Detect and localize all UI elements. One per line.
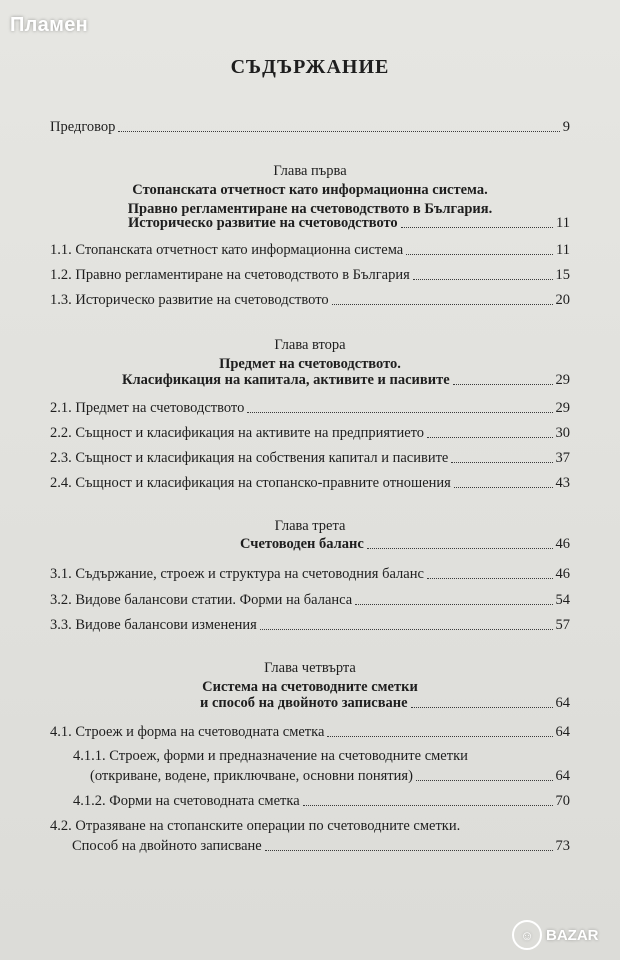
toc-entry-label: 4.1.1. Строеж, форми и предназначение на счетоводните сметки (73, 748, 468, 764)
leader-dots (355, 604, 552, 605)
toc-entry (50, 566, 570, 588)
toc-entry (90, 768, 570, 790)
toc-entry (50, 592, 570, 614)
watermark-logo (512, 918, 612, 952)
leader-dots (327, 736, 552, 737)
toc-entry-label: 3.2. Видове балансови статии. Форми на баланса (50, 592, 353, 608)
leader-dots (265, 850, 553, 851)
leader-dots (260, 629, 553, 630)
chapter-heading: Глава четвърта (264, 660, 356, 676)
toc-entry (50, 475, 570, 497)
toc-entry-label: 3.3. Видове балансови изменения (50, 617, 257, 633)
chapter-title-final-line (122, 372, 570, 389)
toc-entry (50, 425, 570, 447)
leader-dots (427, 437, 552, 438)
toc-page-number: 46 (555, 566, 570, 582)
toc-entry-label: 2.4. Същност и класификация на стопанско-правните отношения (50, 475, 451, 491)
leader-dots (416, 780, 553, 781)
leader-dots (427, 578, 553, 579)
toc-entry-label: 2.2. Същност и класификация на активите на предприятието (50, 425, 425, 441)
toc-entry (50, 400, 570, 422)
leader-dots (401, 227, 553, 228)
toc-entry-label: 1.1. Стопанската отчетност като информационна система (50, 242, 404, 258)
chapter-title-line: Правно регламентиране на счетоводството в България. (127, 201, 493, 217)
leader-dots (118, 131, 559, 132)
chapter-heading: Глава трета (274, 518, 346, 534)
chapter-title-final-line (128, 215, 570, 232)
toc-entry-label: Предговор (50, 119, 116, 135)
leader-dots (454, 487, 553, 488)
leader-dots (406, 254, 553, 255)
toc-entry (50, 450, 570, 472)
toc-entry (50, 724, 570, 746)
chapter-title-line: Счетоводен баланс (240, 536, 364, 552)
leader-dots (453, 384, 553, 385)
leader-dots (413, 279, 553, 280)
toc-entry (73, 793, 570, 815)
toc-page-number: 11 (556, 215, 570, 231)
toc-entry-label: 2.1. Предмет на счетоводството (50, 400, 245, 416)
toc-entry-label: Способ на двойното записване (72, 838, 262, 854)
toc-entry-label: 1.3. Историческо развитие на счетоводството (50, 292, 329, 308)
toc-page-number: 15 (555, 267, 570, 283)
leader-dots (411, 707, 553, 708)
leader-dots (303, 805, 553, 806)
toc-page-number: 64 (555, 695, 570, 711)
toc-entry-label: (откриване, водене, приключване, основни понятия) (90, 768, 413, 784)
toc-entry-label: 4.1.2. Форми на счетоводната сметка (73, 793, 300, 809)
chapter-title-line: Система на счетоводните сметки (202, 679, 418, 695)
watermark-text: BAZAR (546, 926, 599, 944)
toc-entry-preface (50, 119, 570, 141)
toc-entry (72, 838, 570, 860)
chapter-heading: Глава втора (274, 337, 346, 353)
toc-page-number: 43 (555, 475, 570, 491)
chapter-title-line: и способ на двойното записване (200, 695, 408, 711)
toc-page-number: 64 (555, 768, 570, 784)
toc-page-number: 30 (555, 425, 570, 441)
toc-page-number: 37 (555, 450, 570, 466)
chapter-title-line: Класификация на капитала, активите и пасивите (122, 372, 450, 388)
bazar-logo-icon: ☺ (512, 920, 542, 950)
leader-dots (451, 462, 552, 463)
toc-page-number: 11 (556, 242, 570, 258)
leader-dots (332, 304, 553, 305)
toc-page-number: 29 (555, 400, 570, 416)
toc-entry (50, 267, 570, 289)
chapter-title-final-line (200, 695, 570, 712)
seller-name: Пламен (10, 14, 89, 36)
toc-page-number: 54 (555, 592, 570, 608)
chapter-title-line: Стопанската отчетност като информационна система. (132, 182, 488, 198)
toc-entry-label: 4.2. Отразяване на стопанските операции по счетоводните сметки. (50, 818, 461, 834)
leader-dots (367, 548, 553, 549)
chapter-title-line: Историческо развитие на счетоводството (128, 215, 398, 231)
toc-entry-label: 2.3. Същност и класификация на собствения капитал и пасивите (50, 450, 449, 466)
toc-page-number: 73 (555, 838, 570, 854)
toc-entry (50, 292, 570, 314)
toc-page-number: 9 (562, 119, 570, 135)
toc-entry (50, 617, 570, 639)
toc-page-number: 70 (555, 793, 570, 809)
toc-page-number: 46 (555, 536, 570, 552)
toc-entry-label: 1.2. Правно регламентиране на счетоводството в България (50, 267, 410, 283)
chapter-title-final-line (240, 536, 570, 553)
page-title: СЪДЪРЖАНИЕ (230, 56, 390, 78)
chapter-title-line: Предмет на счетоводството. (219, 356, 401, 372)
chapter-heading: Глава първа (273, 163, 347, 179)
toc-page-number: 57 (555, 617, 570, 633)
toc-entry-label: 3.1. Съдържание, строеж и структура на счетоводния баланс (50, 566, 424, 582)
toc-page-number: 29 (555, 372, 570, 388)
leader-dots (247, 412, 552, 413)
toc-page-number: 20 (555, 292, 570, 308)
toc-page-number: 64 (555, 724, 570, 740)
toc-entry (50, 242, 570, 264)
toc-entry-label: 4.1. Строеж и форма на счетоводната сметка (50, 724, 325, 740)
